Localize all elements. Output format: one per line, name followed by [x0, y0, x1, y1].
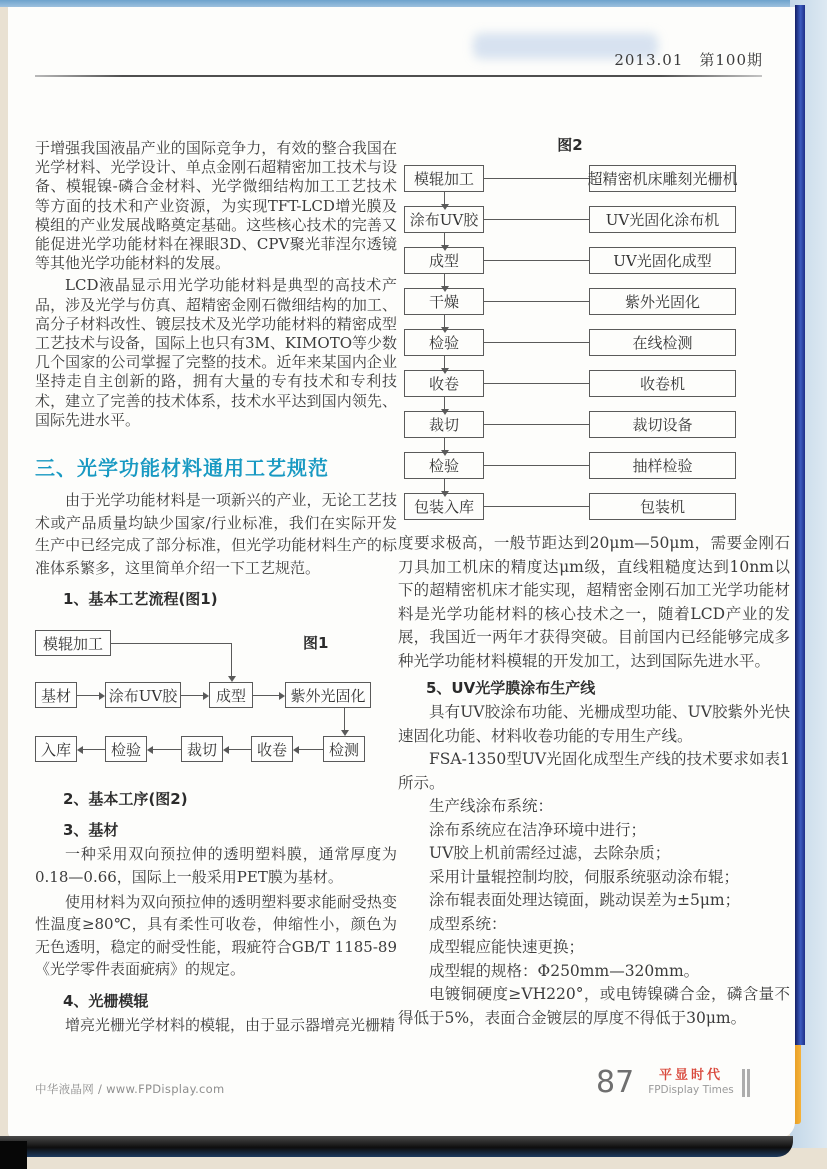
paragraph: 增亮光栅光学材料的模辊，由于显示器增亮光栅精 [65, 1015, 396, 1034]
figure2-row [404, 165, 736, 192]
flow-node: 检测 [323, 736, 365, 762]
section-heading: 三、光学功能材料通用工艺规范 [35, 456, 329, 481]
flow-node: 裁切 [404, 411, 484, 438]
figure2-row [404, 247, 736, 274]
spec-line: 生产线涂布系统： [429, 797, 554, 815]
flow-node: 裁切设备 [589, 411, 736, 438]
connector-arrow-down [444, 192, 445, 205]
paragraph: 度要求极高，一般节距达到20μm—50μm，需要金刚石刀具加工机床的精度达μm级，直线粗糙度达到10nm以下的超精密机床才能实现，超精密金刚石加工光学功能材料是光学功能材料的核心技术之一，随着LCD产业的发展，我国近一两年才获得突破。目前国内已经能够完成多种光学功能材料模辊的开发加工，达到国际先进水平。 [398, 534, 790, 670]
flow-node: 收卷 [404, 370, 484, 397]
column-left [35, 139, 397, 1037]
footer-brand-block [596, 1065, 750, 1100]
spec-line: 成型辊的规格：Φ250mm—320mm。 [429, 961, 700, 980]
spec-line: 成型系统： [429, 914, 507, 933]
flow-node: 模辊加工 [35, 630, 111, 656]
column-right [398, 134, 790, 1030]
flow-node: 干燥 [404, 288, 484, 315]
spec-line: 涂布系统应在洁净环境中进行； [429, 820, 647, 839]
connector-arrow-left [229, 749, 251, 750]
connector-arrow-down [444, 479, 445, 492]
connector-arrow-down [231, 643, 232, 676]
paragraph: 一种采用双向预拉伸的透明塑料膜，通常厚度为0.18—0.66，国际上一般采用PET膜为基材。 [35, 845, 397, 887]
flow-node: 基材 [35, 682, 77, 708]
flow-node: 成型 [209, 682, 253, 708]
stacked-page-edge-blue [795, 5, 805, 1045]
connector-line [484, 260, 589, 261]
connector-arrow-left [153, 749, 181, 750]
connector-line [484, 383, 589, 384]
connector-line [484, 178, 589, 179]
paragraph: 于增强我国液晶产业的国际竞争力，有效的整合我国在光学材料、光学设计、单点金刚石超精密加工技术与设备、模辊镍-磷合金材料、光学微细结构加工工艺技术等方面的技术和产业资源，为实现TFT-LCD增光膜及模组的产业发展战略奠定基础。这些核心技术的完善又能促进光学功能材料在裸眼3D、CPV聚光菲涅尔透镜等其他光学功能材料的发展。 [35, 139, 397, 273]
flow-node: 检验 [404, 329, 484, 356]
flow-node: 裁切 [181, 736, 223, 762]
page-bottom-shadow [0, 1136, 793, 1157]
flow-node: 入库 [35, 736, 77, 762]
figure1-flowchart [35, 624, 395, 774]
figure2-row [404, 288, 736, 315]
flow-node: 检验 [105, 736, 147, 762]
connector-arrow-left [299, 749, 323, 750]
spec-line: 涂布辊表面处理达镜面，跳动误差为±5μm； [429, 891, 741, 909]
flow-node: 收卷 [251, 736, 293, 762]
flow-node: 收卷机 [589, 370, 736, 397]
figure2-row [404, 329, 736, 356]
figure2-row [404, 452, 736, 479]
list-item-heading: 2、基本工序(图2) [63, 790, 188, 809]
figure2-row [404, 411, 736, 438]
scan-corner-dark [0, 1141, 27, 1169]
figure2-row [404, 206, 736, 233]
list-item-heading: 5、UV光学膜涂布生产线 [426, 679, 596, 697]
connector-arrow-right [181, 695, 203, 696]
paragraph: LCD液晶显示用光学功能材料是典型的高技术产品，涉及光学与仿真、超精密金刚石微细结构的加工、高分子材料改性、镀层技术及光学功能材料的精密成型工艺技术与设备，国际上也只有3M、KIMOTO等少数几个国家的公司掌握了完整的技术。近年来某国内企业坚持走自主创新的路，拥有大量的专有技术和专利技术，建立了完善的技术体系，技术水平达到国内领先、国际先进水平。 [35, 276, 397, 429]
flow-node: 抽样检验 [589, 452, 736, 479]
connector-arrow-down [444, 356, 445, 369]
paragraph: FSA-1350型UV光固化成型生产线的技术要求如表1所示。 [398, 750, 790, 792]
paragraph: 由于光学功能材料是一项新兴的产业，无论工艺技术或产品质量均缺少国家/行业标准，我们在实际开发生产中已经完成了部分标准，但光学功能材料生产的标准体系繁多，这里简单介绍一下工艺规范。 [35, 491, 397, 577]
figure1-label: 图1 [303, 634, 329, 653]
connector-arrow-down [444, 397, 445, 410]
figure2-row [404, 370, 736, 397]
header-rule [35, 75, 762, 77]
issue-label: 2013.01 第100期 [614, 51, 763, 69]
connector-arrow-down [344, 708, 345, 730]
connector-arrow-down [444, 315, 445, 328]
brand-logo [648, 1068, 734, 1097]
flow-node: 涂布UV胶 [105, 682, 181, 708]
connector-arrow-right [77, 695, 99, 696]
figure2-row [404, 493, 736, 520]
flow-node: UV光固化成型 [589, 247, 736, 274]
flow-node: 在线检测 [589, 329, 736, 356]
flow-node: 紫外光固化 [285, 682, 371, 708]
footer-site-url: 中华液晶网 / www.FPDisplay.com [35, 1082, 225, 1096]
flow-node: 模辊加工 [404, 165, 484, 192]
flow-node: 包装入库 [404, 493, 484, 520]
paragraph: 使用材料为双向预拉伸的透明塑料要求能耐受热变性温度≥80℃，具有柔性可收卷，伸缩性小，颜色为无色透明，稳定的耐受性能，瑕疵符合GB/T 1185-89《光学零件表面疵病》的规定。 [35, 892, 397, 979]
figure2-label: 图2 [557, 136, 583, 154]
connector-line [111, 643, 231, 644]
list-item-heading: 1、基本工艺流程(图1) [63, 590, 218, 609]
list-item-heading: 4、光栅模辊 [63, 991, 149, 1010]
connector-arrow-down [444, 233, 445, 246]
flow-node: 成型 [404, 247, 484, 274]
connector-arrow-down [444, 274, 445, 287]
figure2-flowchart [404, 134, 736, 520]
paragraph: 具有UV胶涂布功能、光栅成型功能、UV胶紫外光快速固化功能、材料收卷功能的专用生产线。 [398, 703, 790, 745]
connector-line [484, 219, 589, 220]
spec-line: UV胶上机前需经过滤，去除杂质； [429, 844, 671, 862]
connector-line [484, 301, 589, 302]
brand-name-cn: 平显时代 [658, 1067, 723, 1083]
flow-node: 涂布UV胶 [404, 206, 484, 233]
scanner-top-strip [0, 0, 827, 7]
flow-node: 超精密机床雕刻光栅机 [589, 165, 736, 192]
magazine-page [8, 7, 795, 1138]
brand-name-en: FPDisplay Times [648, 1084, 734, 1097]
spec-line: 成型辊应能快速更换； [429, 938, 585, 956]
page-number: 87 [596, 1065, 635, 1100]
connector-arrow-left [83, 749, 105, 750]
flow-node: 检验 [404, 452, 484, 479]
flow-node: 紫外光固化 [589, 288, 736, 315]
connector-arrow-right [253, 695, 279, 696]
flow-node: UV光固化涂布机 [589, 206, 736, 233]
brand-bars-icon [740, 1069, 750, 1097]
paragraph: 电镀铜硬度≥VH220°，或电铸镍磷合金，磷含量不得低于5%，表面合金镀层的厚度不得低于30μm。 [398, 985, 790, 1027]
connector-line [484, 465, 589, 466]
connector-line [484, 506, 589, 507]
flow-node: 包装机 [589, 493, 736, 520]
list-item-heading: 3、基材 [63, 821, 119, 840]
connector-line [484, 424, 589, 425]
connector-arrow-down [444, 438, 445, 451]
connector-line [484, 342, 589, 343]
spec-line: 采用计量辊控制均胶，伺服系统驱动涂布辊； [429, 867, 740, 886]
